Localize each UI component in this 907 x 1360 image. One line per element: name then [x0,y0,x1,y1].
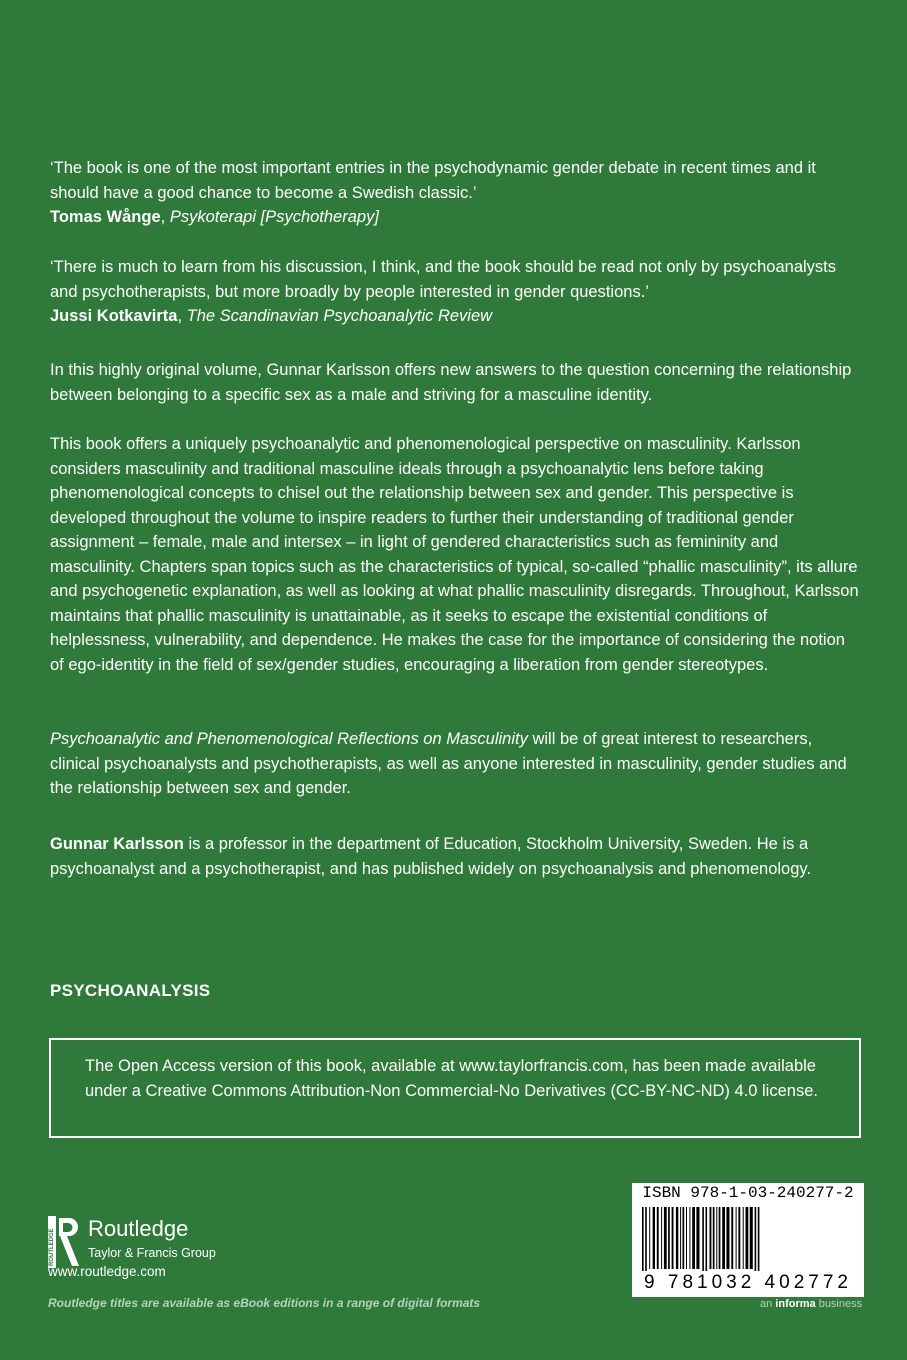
category-label: PSYCHOANALYSIS [50,981,211,1000]
barcode-bar [755,1207,757,1277]
barcode-bar [668,1207,670,1269]
review-quote-2: ‘There is much to learn from his discussion, I think, and the book should be read not only by psychoanalysts and psychotherapists, but more broadly by people interested in gender questions.’ Jussi Kotkavirta, The Scandinavian Psychoanalytic Review [50,255,862,329]
barcode-bar [722,1207,725,1269]
barcode-bar [672,1207,674,1269]
barcode-bar [657,1207,659,1269]
barcode-bar [736,1207,737,1269]
barcode-bars [640,1207,856,1277]
description-text: This book offers a uniquely psychoanalytic and phenomenological perspective on masculinity. Karlsson considers masculinity and traditional masculine ideals through a psychoanalytic lens before taking phenomenological concepts to chisel out the relationship between sex and gender. This perspective is developed throughout the volume to inspire readers to further their understanding of traditional gender assignment – female, male and intersex – in light of gendered characteristics such as femininity and masculinity. Chapters span topics such as the characteristics of typical, so-called “phallic masculinity”, its allure and psychogenetic explanation, as well as looking at what phallic masculinity disregards. Throughout, Karlsson maintains that phallic masculinity is unattainable, as it seeks to escape the existential conditions of helplessness, vulnerability, and dependence. He makes the case for the importance of considering the notion of ego-identity in the field of sex/gender studies, encouraging a liberation from gender stereotypes. [50,435,859,674]
quote-author: Tomas Wånge [50,208,161,226]
open-access-box [49,1038,861,1138]
publisher-website[interactable]: www.routledge.com [48,1264,166,1279]
barcode-bar [719,1207,721,1269]
quote-author: Jussi Kotkavirta [50,307,178,325]
barcode-bar [664,1207,667,1269]
barcode-bar [692,1207,695,1269]
description-paragraph [50,432,862,677]
quote-source: Psykoterapi [Psychotherapy] [169,208,379,226]
intro-text: In this highly original volume, Gunnar Karlsson offers new answers to the question concerning the relationship between belonging to a specific sex as a male and striving for a masculine identity. [50,361,852,404]
barcode-bar [653,1207,655,1269]
barcode-bar [746,1207,749,1269]
bio-text: is a professor in the department of Education, Stockholm University, Sweden. He is a psychoanalyst and a psychotherapist, and has published widely on psychoanalysis and phenomenology. [50,835,812,878]
author-name: Gunnar Karlsson [50,835,184,853]
intro-paragraph [50,358,862,407]
barcode-bar [686,1207,687,1269]
logo-vertical-text: ROUTLEDGE [49,1228,55,1266]
publisher-name: Routledge [88,1216,189,1241]
quote-source: The Scandinavian Psychoanalytic Review [186,307,493,325]
barcode-bar [750,1207,753,1269]
audience-text: will be of great interest to researchers, clinical psychoanalysts and psychotherapists, as well as anyone interested in masculinity, gender studies and the relationship between sex and gender. [50,730,847,797]
isbn-text: ISBN 978-1-03-240277-2 [642,1184,854,1202]
publisher-group: Taylor & Francis Group [88,1246,216,1260]
barcode-bar [645,1207,647,1277]
review-quote-1: ‘The book is one of the most important entries in the psychodynamic gender debate in recent times and it should have a good chance to become a Swedish classic.’ Tomas Wånge, Psykoterapi [Psychotherapy] [50,156,862,230]
barcode-bar [661,1207,662,1269]
barcode-bar [710,1207,712,1269]
author-bio [50,832,862,881]
barcode-bar [642,1207,644,1277]
audience-paragraph [50,727,862,801]
barcode-bar [758,1207,760,1277]
ebook-note: Routledge titles are available as eBook editions in a range of digital formats [48,1296,481,1310]
barcode-bar [676,1207,678,1269]
barcode-bar [713,1207,715,1269]
barcode-bar [743,1207,744,1269]
barcode-bar [738,1207,740,1269]
barcode-bar [696,1207,699,1269]
routledge-r-icon [48,1216,82,1268]
barcode-bar [683,1207,685,1269]
tagline-prefix: an [760,1298,776,1310]
barcode-bar [716,1207,717,1269]
informa-tagline [760,1298,862,1310]
barcode-bar [731,1207,733,1269]
isbn-barcode [632,1183,864,1297]
barcode-bar [702,1207,704,1277]
barcode-bar [689,1207,690,1269]
barcode-bar [706,1207,708,1277]
tagline-brand: informa [775,1298,816,1310]
quote-text: ‘The book is one of the most important entries in the psychodynamic gender debate in recent times and it should have a good chance to become a Swedish classic.’ [50,159,816,202]
open-access-text: The Open Access version of this book, available at www.taylorfrancis.com, has been made available under a Creative Commons Attribution-Non Commercial-No Derivatives (CC-BY-NC-ND) 4.0 license. [85,1057,818,1100]
book-title: Psychoanalytic and Phenomenological Reflections on Masculinity [50,730,528,748]
barcode-bar [680,1207,681,1269]
barcode-bar [649,1207,650,1269]
barcode-bar [726,1207,729,1269]
barcode-digits: 9 781032 402772 [632,1271,864,1295]
tagline-suffix: business [815,1298,863,1310]
quote-text: ‘There is much to learn from his discussion, I think, and the book should be read not only by psychoanalysts and psychotherapists, but more broadly by people interested in gender questions.’ [50,258,837,301]
